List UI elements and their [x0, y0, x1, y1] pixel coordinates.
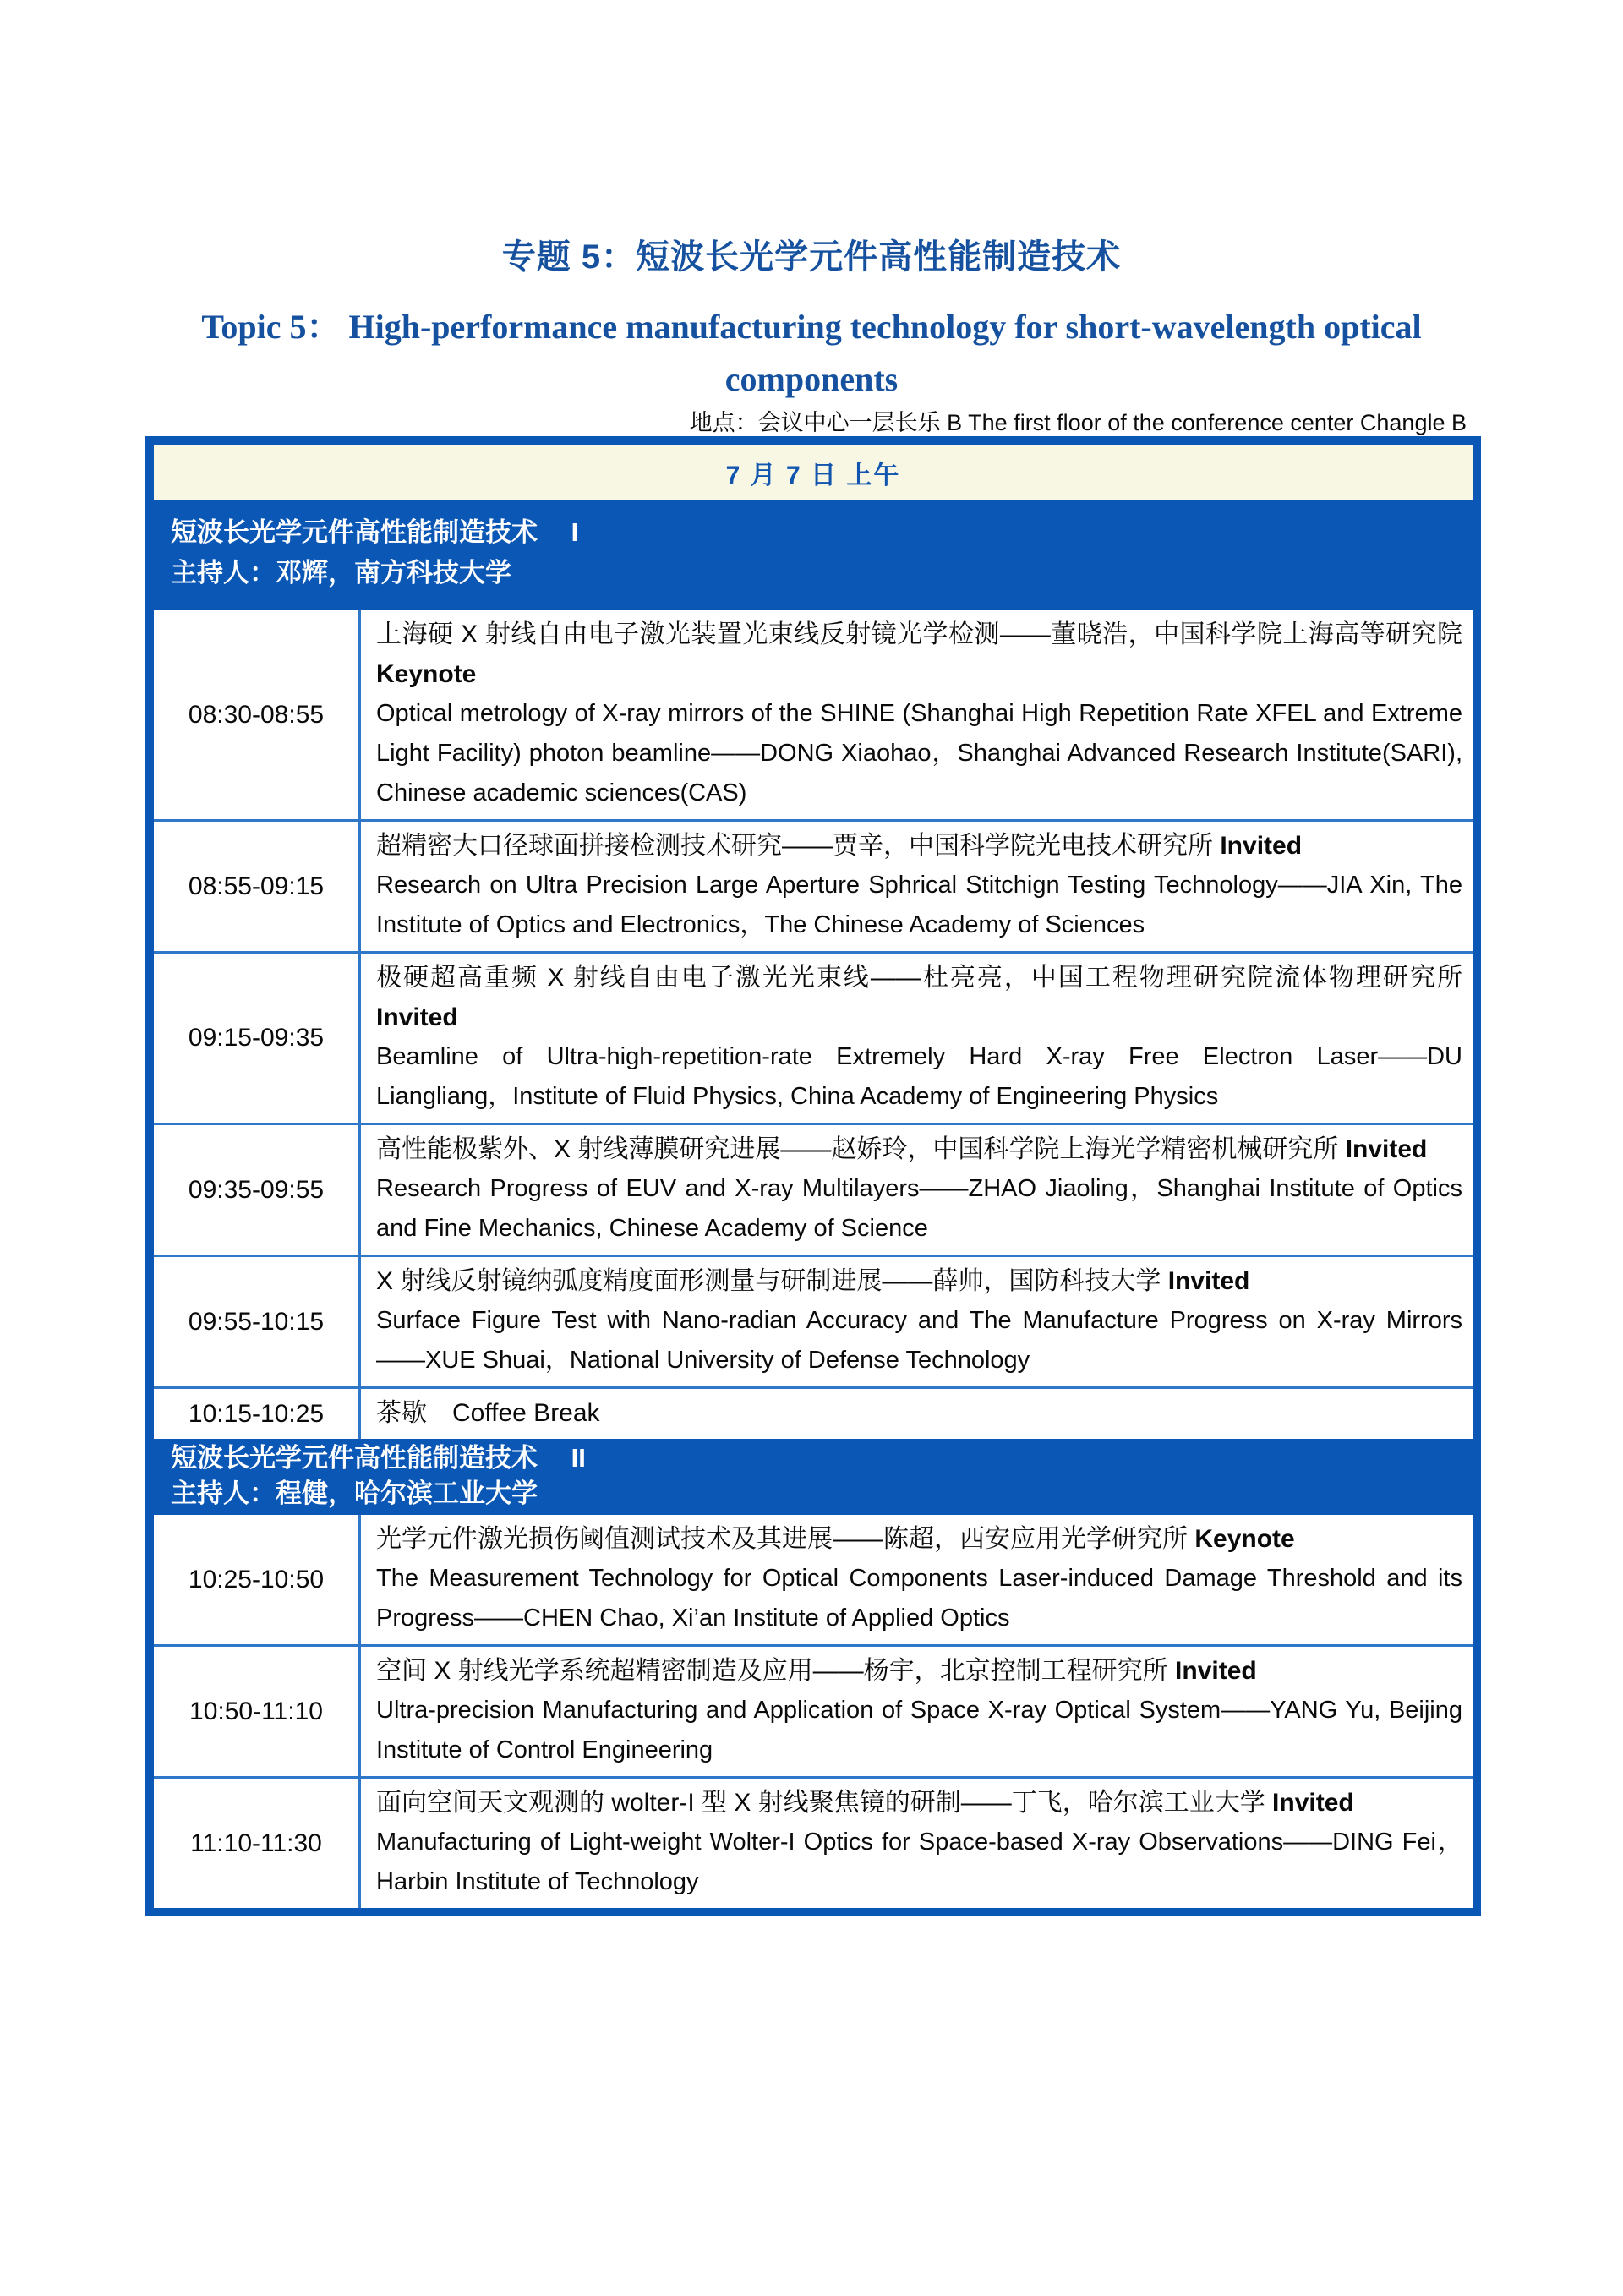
time-cell: 10:25-10:50: [154, 1515, 361, 1644]
talk-title-en: Surface Figure Test with Nano-radian Accuracy and The Manufacture Progress on X-ray Mirrors——XUE Shuai，National University of Defense Technology: [376, 1307, 1462, 1374]
talk-title-zh: X 射线反射镜纳弧度精度面形测量与研制进展——薛帅，国防科技大学 Invited: [376, 1267, 1250, 1295]
page-title-zh: 专题 5：短波长光学元件高性能制造技术: [501, 238, 1122, 276]
talk-row-4: [154, 1123, 1473, 1255]
time-cell: 10:50-11:10: [154, 1647, 361, 1776]
talk-content: [361, 1125, 1473, 1255]
talk-content: [361, 1779, 1473, 1908]
talk-content: [361, 1515, 1473, 1644]
talk-title-zh: 超精密大口径球面拼接检测技术研究——贾辛，中国科学院光电技术研究所 Invited: [376, 832, 1303, 860]
talk-tag: Invited: [1167, 1267, 1250, 1295]
page-title-en-line2: components: [724, 360, 899, 398]
talk-tag: Keynote: [376, 660, 477, 688]
talk-content: [361, 1647, 1473, 1776]
session-2-title: 短波长光学元件高性能制造技术 II: [171, 1443, 586, 1473]
talk-title-zh: 高性能极紫外、X 射线薄膜研究进展——赵娇玲，中国科学院上海光学精密机械研究所 Invited: [376, 1135, 1428, 1163]
talk-tag: Invited: [1272, 1789, 1354, 1817]
talk-title-zh: 上海硬 X 射线自由电子激光装置光束线反射镜光学检测——董晓浩，中国科学院上海高等研究院 Keynote: [376, 620, 1462, 688]
date-header: [154, 445, 1473, 500]
coffee-break-row: [154, 1386, 1473, 1439]
talk-title-zh: 极硬超高重频 X 射线自由电子激光光束线——杜亮亮，中国工程物理研究院流体物理研究所 Invited: [376, 964, 1462, 1031]
time-cell: 09:15-09:35: [154, 954, 361, 1123]
talk-tag: Invited: [1220, 832, 1303, 860]
session-2-header: [154, 1439, 1473, 1515]
time-cell: 08:30-08:55: [154, 610, 361, 819]
talk-title-en: Research Progress of EUV and X-ray Multilayers——ZHAO Jiaoling，Shanghai Institute of Optics and Fine Mechanics, Chinese Academy of Science: [376, 1175, 1462, 1242]
talk-title-zh: 光学元件激光损伤阈值测试技术及其进展——陈超，西安应用光学研究所 Keynote: [376, 1525, 1295, 1553]
session-2-chair: 主持人：程健，哈尔滨工业大学: [171, 1479, 538, 1508]
session-1-header: [154, 500, 1473, 610]
coffee-break-content: [361, 1389, 1473, 1439]
date-header-label: 7 月 7 日 上午: [725, 462, 901, 489]
talk-title-en: Ultra-precision Manufacturing and Application of Space X-ray Optical System——YANG Yu, Beijing Institute of Control Engineering: [376, 1697, 1462, 1763]
talk-title-zh: 面向空间天文观测的 wolter-I 型 X 射线聚焦镜的研制——丁飞，哈尔滨工业大学 Invited: [376, 1789, 1354, 1817]
talk-content: [361, 610, 1473, 819]
time-cell: 10:15-10:25: [154, 1389, 361, 1439]
talk-title-en: Research on Ultra Precision Large Aperture Sphrical Stitchign Testing Technology——JIA Xin, The Institute of Optics and Electronics，The Chinese Academy of Sciences: [376, 872, 1462, 938]
time-cell: 09:35-09:55: [154, 1125, 361, 1255]
time-cell: 08:55-09:15: [154, 822, 361, 951]
talk-row-1: [154, 610, 1473, 819]
talk-title-en: Beamline of Ultra-high-repetition-rate Extremely Hard X-ray Free Electron Laser——DU Liangliang，Institute of Fluid Physics, China Academy of Engineering Physics: [376, 1043, 1462, 1110]
talk-row-7: [154, 1644, 1473, 1776]
talk-row-6: [154, 1515, 1473, 1644]
talk-tag: Keynote: [1194, 1525, 1295, 1553]
venue-line: 地点：会议中心一层长乐 B The first floor of the conference center Changle B: [689, 410, 1467, 435]
talk-tag: Invited: [376, 1003, 458, 1031]
talk-row-2: [154, 819, 1473, 951]
session-1-title: 短波长光学元件高性能制造技术 I: [171, 517, 579, 547]
session-1-chair: 主持人：邓辉，南方科技大学: [171, 558, 511, 588]
talk-content: [361, 1257, 1473, 1386]
talk-row-8: [154, 1776, 1473, 1908]
talk-row-5: [154, 1255, 1473, 1386]
time-cell: 11:10-11:30: [154, 1779, 361, 1908]
coffee-break-label: 茶歇 Coffee Break: [376, 1399, 600, 1427]
talk-title-en: Manufacturing of Light-weight Wolter-I Optics for Space-based X-ray Observations——DING Fei，Harbin Institute of Technology: [376, 1829, 1463, 1895]
talk-title-en: Optical metrology of X-ray mirrors of the SHINE (Shanghai High Repetition Rate XFEL and Extreme Light Facility) photon beamline——DONG Xiaohao，Shanghai Advanced Research Institute(SARI), Chinese academic sciences(CAS): [376, 700, 1462, 806]
talk-tag: Invited: [1345, 1135, 1428, 1163]
talk-content: [361, 822, 1473, 951]
talk-content: [361, 954, 1473, 1123]
time-cell: 09:55-10:15: [154, 1257, 361, 1386]
talk-row-3: [154, 951, 1473, 1123]
talk-title-en: The Measurement Technology for Optical Components Laser-induced Damage Threshold and its Progress——CHEN Chao, Xi’an Institute of Applied Optics: [376, 1565, 1462, 1632]
page-title-en-line1: Topic 5： High-performance manufacturing technology for short-wavelength optical: [201, 308, 1422, 346]
talk-tag: Invited: [1175, 1657, 1257, 1685]
schedule-table: [145, 436, 1481, 1916]
talk-title-zh: 空间 X 射线光学系统超精密制造及应用——杨宇，北京控制工程研究所 Invited: [376, 1657, 1257, 1685]
